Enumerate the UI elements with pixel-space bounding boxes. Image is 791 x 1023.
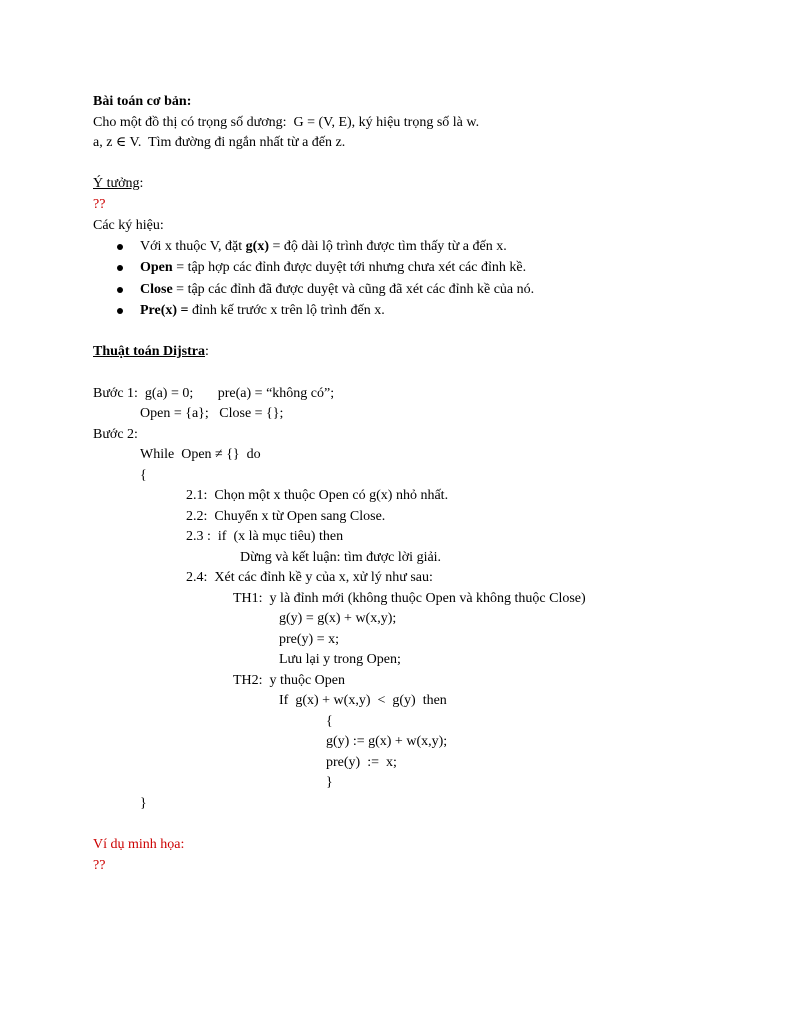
algorithm-line: 2.1: Chọn một x thuộc Open có g(x) nhỏ nhất.	[186, 488, 449, 503]
bullet-icon	[117, 265, 123, 271]
notation-item-term: Open	[140, 260, 173, 275]
algorithm-line: }	[326, 775, 333, 790]
algorithm-line: pre(y) = x;	[279, 632, 339, 647]
notation-item-g	[140, 238, 507, 255]
algorithm-line: Dừng và kết luận: tìm được lời giải.	[240, 550, 442, 565]
algorithm-line: Bước 2:	[93, 427, 138, 442]
notation-item-close	[140, 281, 534, 298]
algorithm-line: g(y) := g(x) + w(x,y);	[326, 734, 448, 749]
algorithm-heading-colon: :	[205, 344, 209, 359]
idea-heading-line	[93, 175, 143, 192]
algorithm-heading: Thuật toán Dijstra	[93, 344, 206, 359]
algorithm-line: 2.4: Xét các đỉnh kề y của x, xử lý như sau:	[186, 570, 433, 585]
notation-item-desc: đỉnh kế trước x trên lộ trình đến x.	[188, 303, 385, 318]
bullet-icon	[117, 287, 123, 293]
algorithm-line: 2.3 : if (x là mục tiêu) then	[186, 529, 344, 544]
notation-item-desc: = tập hợp các đỉnh được duyệt tới nhưng chưa xét các đỉnh kề.	[172, 260, 527, 275]
algorithm-line: If g(x) + w(x,y) < g(y) then	[279, 693, 447, 708]
algorithm-line: pre(y) := x;	[326, 755, 397, 770]
algorithm-line: TH2: y thuộc Open	[233, 673, 345, 688]
notation-item-open	[140, 259, 526, 276]
example-heading: Ví dụ minh họa:	[93, 837, 185, 852]
algorithm-line: Bước 1: g(a) = 0; pre(a) = “không có”;	[93, 386, 335, 401]
problem-line-2: a, z ∈ V. Tìm đường đi ngắn nhất từ a đến z.	[93, 135, 346, 150]
bullet-icon	[117, 244, 123, 250]
algorithm-heading-line	[93, 343, 209, 360]
notation-item-desc: = tập các đỉnh đã được duyệt và cũng đã xét các đỉnh kề của nó.	[172, 282, 535, 297]
algorithm-line: While Open ≠ {} do	[140, 447, 261, 462]
algorithm-line: {	[326, 714, 333, 729]
algorithm-line: g(y) = g(x) + w(x,y);	[279, 611, 397, 626]
algorithm-line: TH1: y là đỉnh mới (không thuộc Open và không thuộc Close)	[233, 591, 586, 606]
notation-heading: Các ký hiệu:	[93, 218, 164, 233]
algorithm-line: Lưu lại y trong Open;	[279, 652, 401, 667]
example-placeholder: ??	[93, 858, 106, 873]
notation-item-desc: = độ dài lộ trình được tìm thấy từ a đến x.	[269, 239, 507, 254]
bullet-icon	[117, 308, 123, 314]
algorithm-line: Open = {a}; Close = {};	[140, 406, 284, 421]
notation-item-pre	[140, 302, 385, 319]
idea-heading-colon: :	[139, 176, 144, 191]
idea-placeholder: ??	[93, 197, 106, 212]
idea-heading: Ý tưởng	[93, 176, 140, 191]
algorithm-line: {	[140, 468, 147, 483]
notation-item-prefix: Với x thuộc V, đặt	[140, 239, 246, 254]
notation-item-term: Pre(x) =	[140, 303, 189, 318]
problem-line-1: Cho một đồ thị có trọng số dương: G = (V, E), ký hiệu trọng số là w.	[93, 115, 480, 130]
notation-item-term: g(x)	[245, 239, 269, 254]
algorithm-line: }	[140, 796, 147, 811]
notation-item-term: Close	[140, 282, 173, 297]
problem-title: Bài toán cơ bản:	[93, 94, 192, 109]
algorithm-line: 2.2: Chuyển x từ Open sang Close.	[186, 509, 386, 524]
